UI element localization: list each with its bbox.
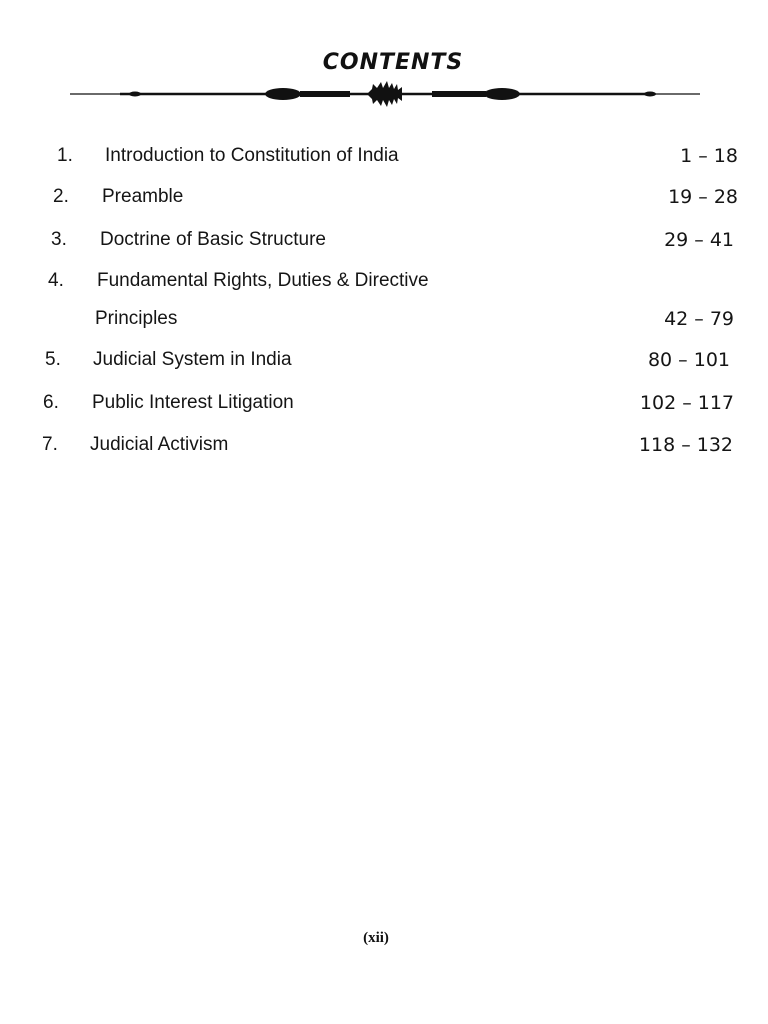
page-title: CONTENTS xyxy=(322,50,464,75)
toc-entry-4 xyxy=(0,266,768,296)
toc-entry-6 xyxy=(0,388,768,418)
toc-entry-number: 2. xyxy=(53,186,69,207)
toc-entry-number: 5. xyxy=(45,349,61,370)
toc-entry-title: Preamble xyxy=(102,186,184,207)
toc-entry-pages: 102 – 117 xyxy=(639,392,734,414)
toc-entry-7 xyxy=(0,430,768,460)
ornament-divider xyxy=(70,80,700,108)
toc-entry-pages: 19 – 28 xyxy=(668,186,738,208)
toc-entry-1 xyxy=(0,141,768,171)
toc-entry-pages: 118 – 132 xyxy=(638,434,733,456)
toc-entry-number: 3. xyxy=(51,229,67,250)
toc-entry-3 xyxy=(0,225,768,255)
toc-entry-title: Judicial System in India xyxy=(93,349,292,370)
toc-entry-pages: 80 – 101 xyxy=(647,349,730,371)
page-folio: (xii) xyxy=(363,930,389,946)
toc-entry-pages: 29 – 41 xyxy=(664,229,734,251)
toc-entry-title: Fundamental Rights, Duties & Directive xyxy=(97,270,429,291)
toc-entry-number: 7. xyxy=(42,434,58,455)
toc-entry-number: 6. xyxy=(43,392,59,413)
toc-entry-pages: 1 – 18 xyxy=(680,145,738,167)
toc-entry-title: Judicial Activism xyxy=(90,434,229,455)
toc-entry-title: Introduction to Constitution of India xyxy=(105,145,399,166)
toc-entry-5 xyxy=(0,345,768,375)
toc-entry-number: 4. xyxy=(48,270,64,291)
toc-entry-title-continued: Principles xyxy=(95,308,178,329)
toc-entry-2 xyxy=(0,182,768,212)
toc-entry-number: 1. xyxy=(57,145,73,166)
toc-entry-title: Doctrine of Basic Structure xyxy=(100,229,326,250)
toc-entry-4-continued xyxy=(0,304,768,334)
toc-entry-title: Public Interest Litigation xyxy=(92,392,294,413)
toc-entry-pages: 42 – 79 xyxy=(664,308,734,330)
